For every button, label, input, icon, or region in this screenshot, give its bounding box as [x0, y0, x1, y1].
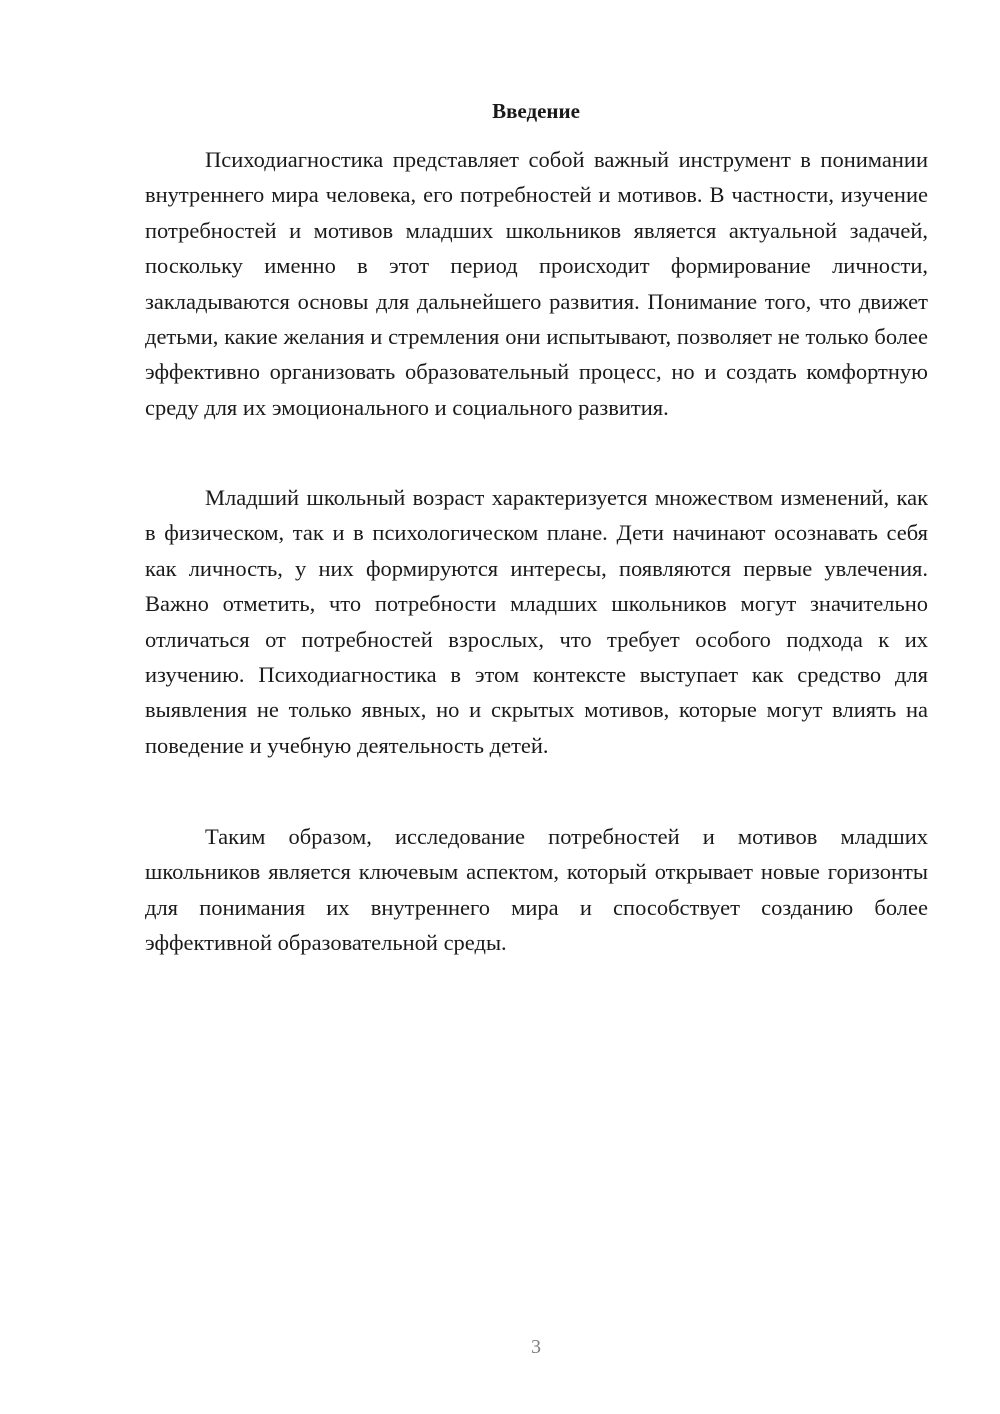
paragraph-1: Психодиагностика представляет собой важный инструмент в понимании внутреннего мира человека, его потребностей и мотивов. В частности, изучение потребностей и мотивов младших школьников является актуальной задачей, поскольку именно в этот период происходит формирование личности, закладываются основы для дальнейшего развития. Понимание того, что движет детьми, какие желания и стремления они испытывают, позволяет не только более эффективно организовать образовательный процесс, но и создать комфортную среду для их эмоционального и социального развития. [145, 147, 928, 420]
page-title: Введение [492, 99, 580, 123]
paragraph-2: Младший школьный возраст характеризуется множеством изменений, как в физическом, так и в психологическом плане. Дети начинают осознавать себя как личность, у них формируются интересы, появляются первые увлечения. Важно отметить, что потребности младших школьников могут значительно отличаться от потребностей взрослых, что требует особого подхода к их изучению. Психодиагностика в этом контексте выступает как средство для выявления не только явных, но и скрытых мотивов, которые могут влиять на поведение и учебную деятельность детей. [145, 485, 928, 758]
paragraph-3: Таким образом, исследование потребностей и мотивов младших школьников является ключевым аспектом, который открывает новые горизонты для понимания их внутреннего мира и способствует созданию более эффективной образовательной среды. [145, 824, 928, 956]
page-number: 3 [531, 1336, 541, 1358]
